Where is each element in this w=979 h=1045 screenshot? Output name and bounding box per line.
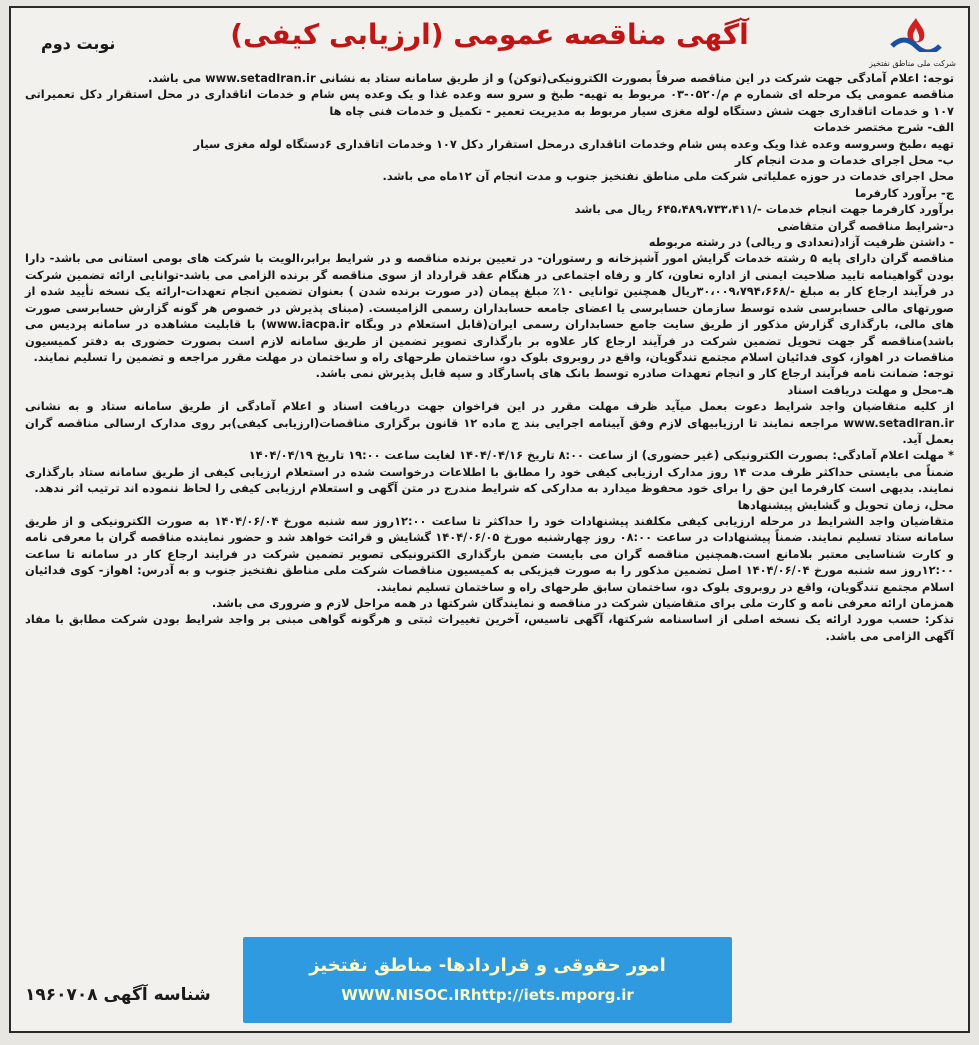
- footer-department: امور حقوقی و قراردادها- مناطق نفتخیز: [309, 955, 666, 976]
- paragraph-bid-submission: متقاضیان واجد الشرایط در مرحله ارزیابی کیفی مکلفند پیشنهادات خود را حداکثر تا ساعت ۱۲:۰۰روز سه شنبه مورخ ۱۴۰۴/۰۶/۰۴ به صورت الکترونیکی و از طریق سامانه ستاد تسلیم نمایند. ضمناً پیشنهادات در ساعت ۰۸:۰۰ روز چهارشنبه مورخ ۱۴۰۴/۰۶/۰۵ گشایش و قرائت خواهد شد و حضور نماینده مناقصه گران با معرفی نامه و کارت شناسایی معتبر بلامانع است.همچنین مناقصه گران می بایست ضمن بارگذاری الکترونیکی تصویر تضمین شرکت در فرایند ارجاع کار در سامانه تا ساعت ۱۲:۰۰روز سه شنبه مورخ ۱۴۰۴/۰۶/۰۴ اصل تضمین مذکور را به صورت فیزیکی به کمیسیون مناقصات شرکت ملی مناطق نفتخیز جنوب و به آدرس: اهواز- کوی فدائیان اسلام مجتمع تندگویان، واقع در روبروی بلوک دو، ساختمان سابق طرحهای راه و ساختمان تسلیم نمایند.: [25, 513, 954, 594]
- paragraph-guarantee-note: توجه: ضمانت نامه فرآیند ارجاع کار و انجام تعهدات صادره توسط بانک های پاسارگاد و سپه قابل پذیرش نمی باشد.: [315, 366, 954, 381]
- paragraph-free-capacity: - داشتن ظرفیت آزاد(تعدادی و ریالی) در رشته مربوطه: [648, 235, 954, 250]
- footer-url[interactable]: WWW.NISOC.IRhttp://iets.mporg.ir: [341, 986, 634, 1004]
- logo-caption: شرکت ملی مناطق نفتخیز: [869, 59, 956, 68]
- heading-bid-submission: محل، زمان تحویل و گشایش پیشنهادها: [737, 497, 954, 512]
- paragraph-introduction-letter: همزمان ارائه معرفی نامه و کارت ملی برای متقاضیان شرکت در مناقصه و نمایندگان شرکتها در همه مراحل لازم و ضروری می باشد.: [211, 596, 954, 610]
- publication-round: نوبت دوم: [41, 34, 116, 53]
- paragraph-bidder-requirements: مناقصه گران دارای پایه ۵ رشته خدمات گرایش امور آشپزخانه و رستوران- در تعیین برنده مناقصه و در شرایط برابر،الویت با شرکت های بومی استانی می باشد- دارا بودن گواهینامه تایید صلاحیت ایمنی از اداره تعاون، کار و رفاه اجتماعی در هنگام عقد قرارداد از سوی مناقصه گر برنده الزامی می باشد-توانایی ارائه تضمین شرکت در فرآیند ارجاع کار به مبلغ -/۳۰،۰۰۹،۷۹۴،۶۶۸ریال همچنین توانایی ۱۰٪ مبلغ پیمان (در صورت برنده شدن ) بعنوان تضمین انجام تعهدات-ارائه یک نسخه تأیید شده از صورتهای مالی حسابرسی شده توسط سازمان حسابرسی یا اعضای جامعه حسابداران رسمی الزامیست. (مبنای پذیرش در خصوص هر گونه گزارش حسابرسی صورت های مالی، بارگذاری گزارش مذکور از طریق سایت جامع حسابداران رسمی ایران(قابل استعلام در وبگاه www.iacpa.ir) با قابلیت مشاهده در سامانه پردیس می باشد)مناقصه گر جهت تحویل تضمین شرکت در فرآیند ارجاع کار علاوه بر بارگذاری تصویر تضمین از طریق سامانه لازم است بصورت حضوری به دفتر کمیسیون مناقصات در اهواز، کوی فدائیان اسلام مجتمع تندگویان، واقع در روبروی بلوک دو، ساختمان طرحهای راه و ساختمان در مهلت مقرر مراجعه و تضمین را تسلیم نمایند.: [25, 251, 955, 364]
- paragraph-quality-documents: ضمناً می بایستی حداکثر ظرف مدت ۱۴ روز مدارک ارزیابی کیفی خود را مطابق با اطلاعات درخواست شده در استعلام ارزیابی کیفی از طریق سامانه ستاد بارگذاری نمایند. بدیهی است کارفرما این حق را برای خود محفوظ میدارد به مدارکی که شرایط مندرج در متن آگهی و استعلام ارزیابی کیفی را لحاظ ننموده اند ترتیب اثر ندهد.: [25, 464, 954, 496]
- paragraph-service-description: تهیه ،طبخ وسروسه وعده غذا ویک وعده پس شام وخدمات اتاقداری درمحل استقرار دکل ۱۰۷ وخدمات اتاقداری ۶دستگاه لوله مغزی سیار: [193, 136, 954, 151]
- heading-employer-estimate: ج- برآورد کارفرما: [855, 185, 954, 200]
- paragraph-document-receipt: از کلیه متقاضیان واجد شرایط دعوت بعمل میآید ظرف مهلت مقرر در این فراخوان جهت دریافت اسناد و اعلام آمادگی از طریق سامانه ستاد و به نشانی www.setadIran.ir مراجعه نمایند تا ارزیابیهای لازم وفق آیینامه اجرایی بند ج ماده ۱۲ قانون برگزاری مناقصات(ارزیابی کیفی)بر روی مدارک ارسالی مناقصه گران بعمل آید.: [25, 399, 954, 446]
- paragraph-reminder: تذکر: حسب مورد ارائه یک نسخه اصلی از اساسنامه شرکتها، آگهی تاسیس، آخرین تغییرات ثبتی و هرگونه گواهی مبنی بر واجد شرایط بودن شرکت مطابق با مفاد آگهی الزامی می باشد.: [25, 612, 954, 643]
- notice-title: آگهی مناقصه عمومی (ارزیابی کیفی): [230, 18, 749, 51]
- footer-banner: [243, 937, 732, 1023]
- heading-document-receipt: هـ-محل و مهلت دریافت اسناد: [787, 382, 954, 397]
- paragraph-service-location: محل اجرای خدمات در حوزه عملیاتی شرکت ملی مناطق نفتخیز جنوب و مدت انجام آن ۱۲ماه می باشد.: [382, 169, 954, 184]
- heading-service-location: ب- محل اجرای خدمات و مدت انجام کار: [734, 153, 954, 168]
- paragraph-readiness-deadline: * مهلت اعلام آمادگی: بصورت الکترونیکی (غیر حضوری) از ساعت ۸:۰۰ تاریخ ۱۴۰۴/۰۴/۱۶ لغایت ساعت ۱۹:۰۰ تاریخ ۱۴۰۴/۰۴/۱۹: [248, 448, 954, 463]
- paragraph-electronic-note: توجه: اعلام آمادگی جهت شرکت در این مناقصه صرفاً بصورت الکترونیکی(توکن) و از طریق سامانه ستاد به نشانی www.setadIran.ir می باشد.: [147, 71, 954, 85]
- notice-header: [23, 16, 956, 68]
- paragraph-tender-subject: مناقصه عمومی یک مرحله ای شماره م م/۰۵۲۰-۰۳ مربوط به تهیه- طبخ و سرو سه وعده غذا و یک وعده پس شام و خدمات اتاقداری در محل استقرار دکل تعمیراتی ۱۰۷ و خدمات اتاقداری جهت شش دستگاه لوله مغزی سیار مربوط به مدیریت تعمیر - تکمیل و خدمات فنی چاه ها: [25, 87, 954, 118]
- ad-identifier: شناسه آگهی ۱۹۶۰۷۰۸: [25, 985, 211, 1005]
- heading-service-description: الف- شرح مختصر خدمات: [813, 120, 954, 135]
- paragraph-employer-estimate: برآورد کارفرما جهت انجام خدمات -/۶۴۵،۴۸۹،۷۳۳،۴۱۱ ریال می باشد: [574, 202, 954, 217]
- heading-bidder-conditions: د-شرایط مناقصه گران متقاضی: [777, 218, 954, 233]
- tender-notice-page: [9, 6, 970, 1033]
- notice-body: [25, 70, 954, 644]
